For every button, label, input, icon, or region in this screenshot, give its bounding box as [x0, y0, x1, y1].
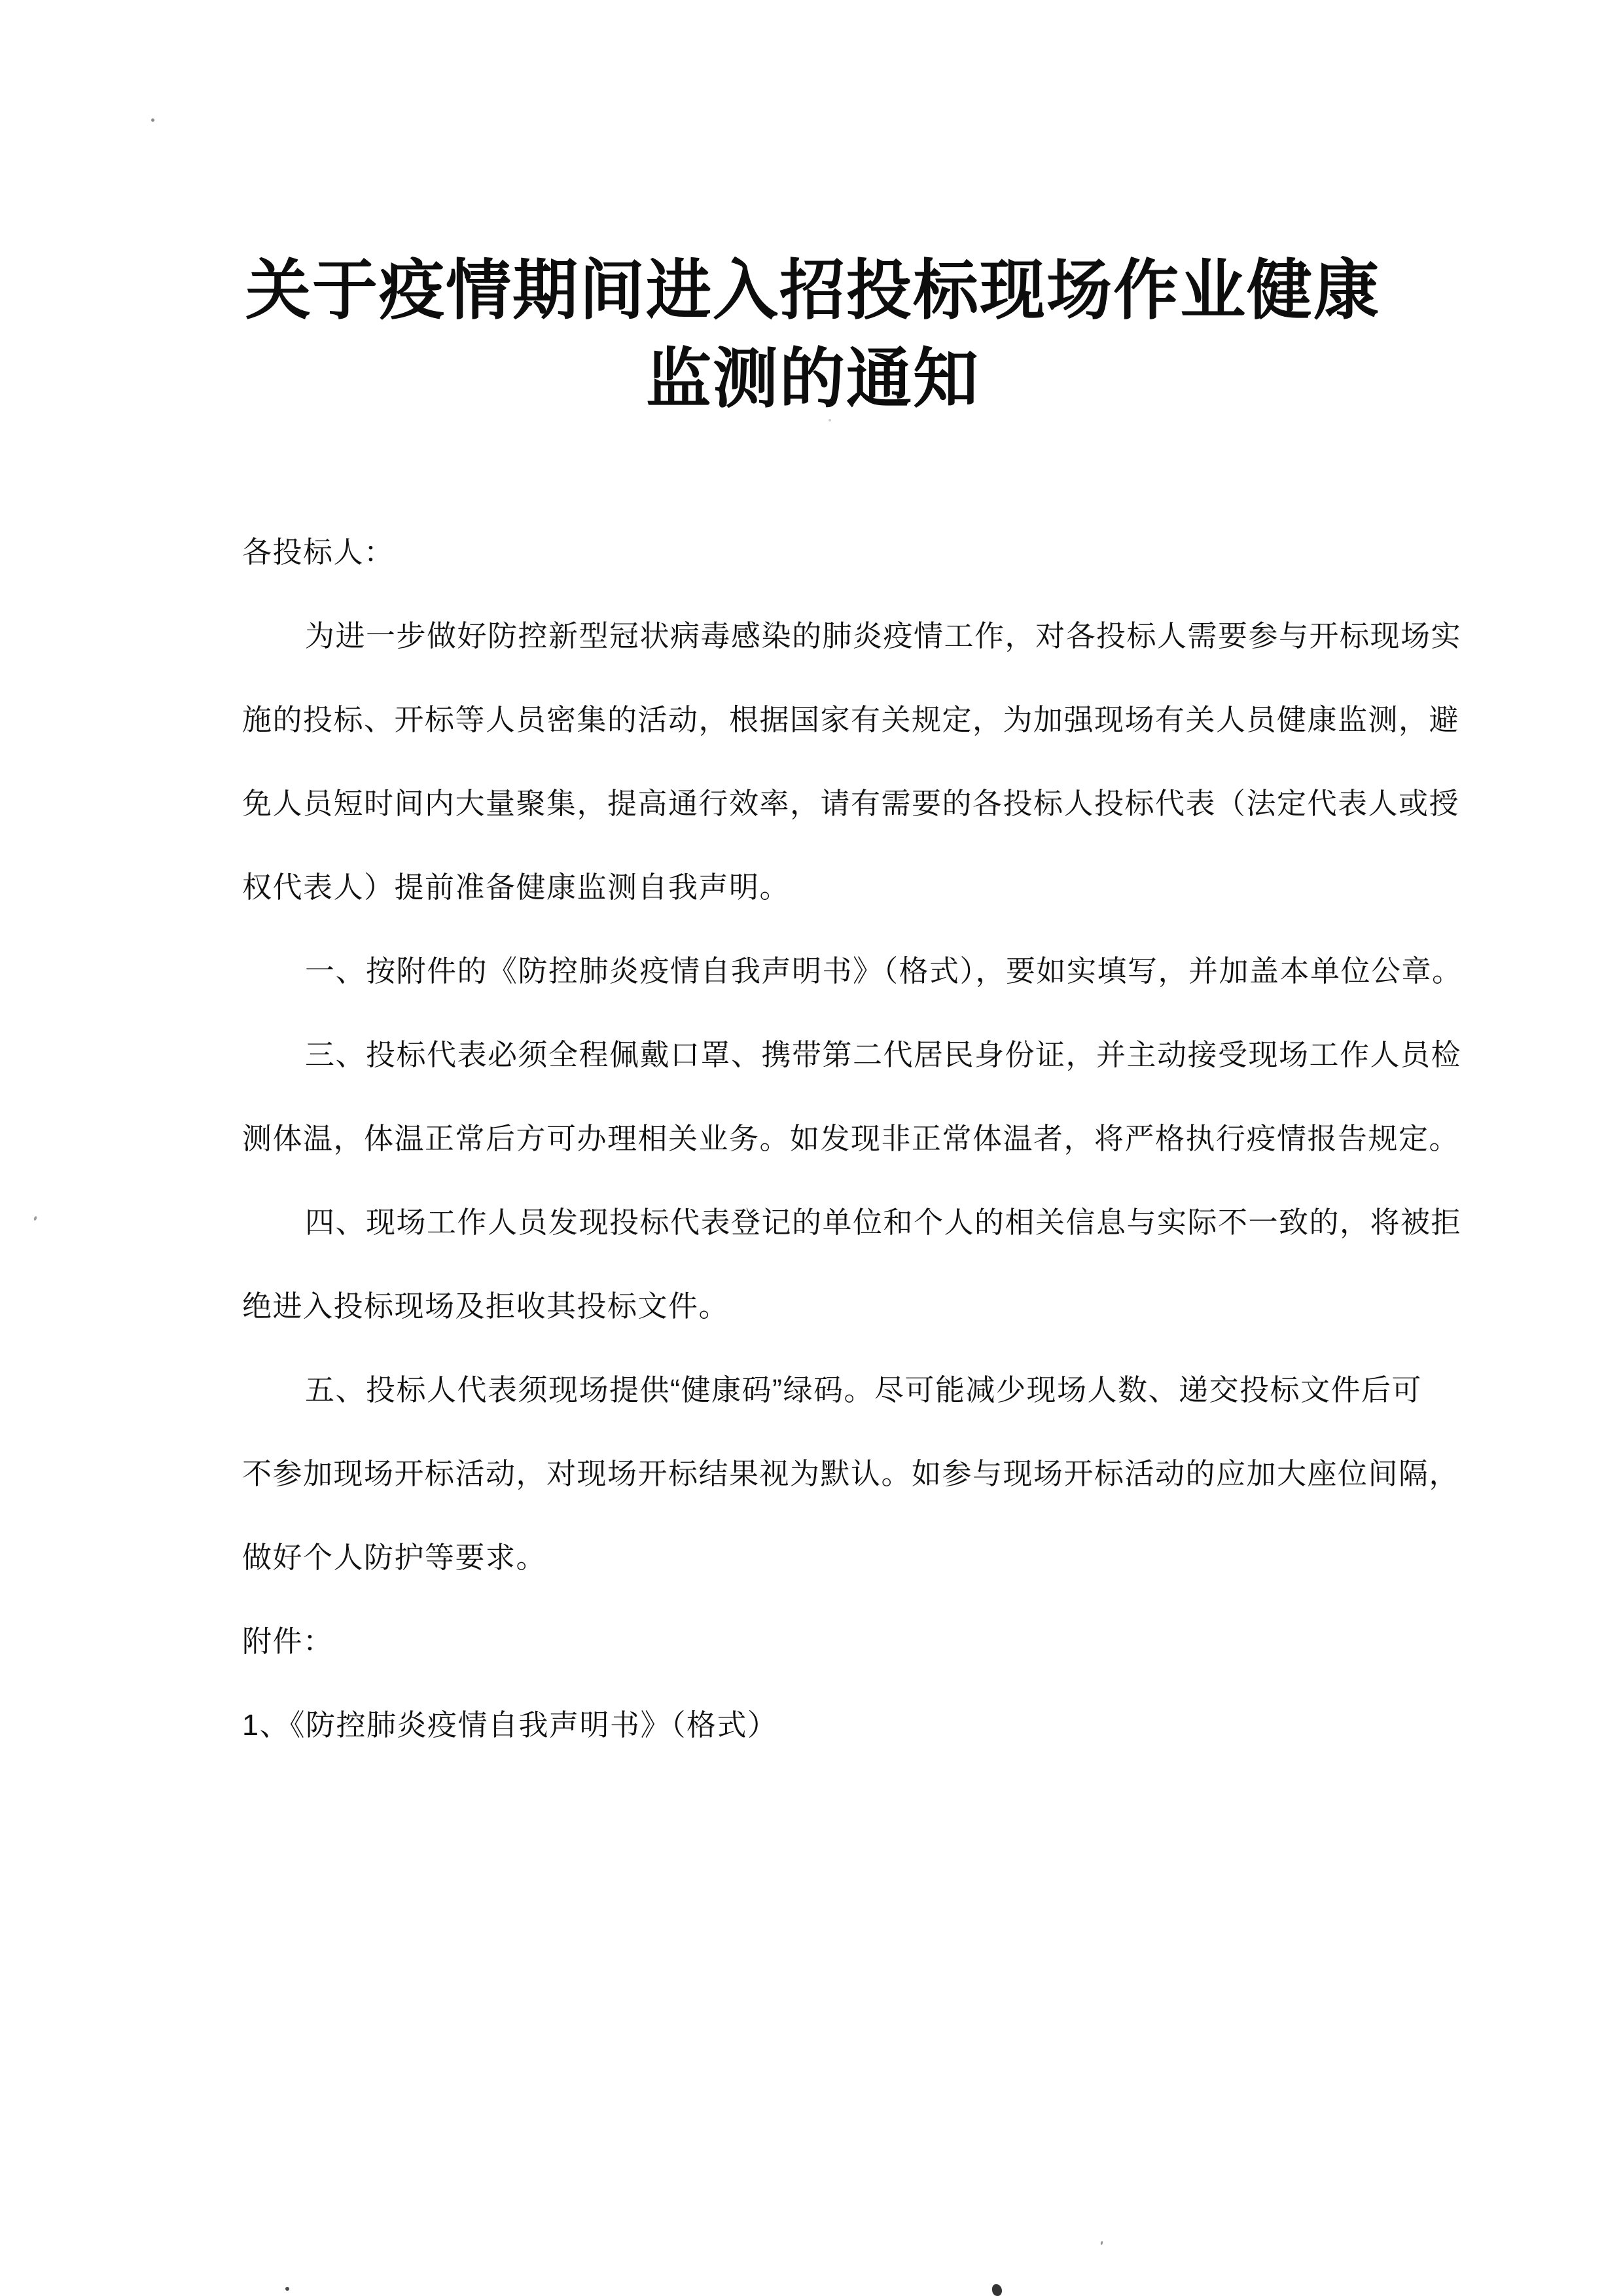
document-body: [242, 511, 1463, 1767]
text-line: 施的投标、开标等人员密集的活动，根据国家有关规定，为加强现场有关人员健康监测，避: [242, 703, 1460, 736]
text-line: 做好个人防护等要求。: [242, 1541, 547, 1574]
scan-speck: [829, 419, 831, 422]
text-line: 权代表人）提前准备健康监测自我声明。: [242, 870, 791, 904]
text-line: 三、投标代表必须全程佩戴口罩、携带第二代居民身份证，并主动接受现场工作人员检: [305, 1038, 1462, 1071]
document-title-line-1: 关于疫情期间进入招投标现场作业健康: [245, 251, 1380, 329]
scan-speck: [1100, 2241, 1103, 2246]
text-line: 测体温，体温正常后方可办理相关业务。如发现非正常体温者，将严格执行疫情报告规定。: [242, 1122, 1460, 1155]
scan-speck: [285, 2287, 289, 2291]
document-title-line-2: 监测的通知: [646, 340, 980, 417]
text-line: 免人员短时间内大量聚集，提高通行效率，请有需要的各投标人投标代表（法定代表人或授: [242, 787, 1460, 820]
text-line: 一、按附件的《防控肺炎疫情自我声明书》（格式），要如实填写，并加盖本单位公章。: [305, 954, 1463, 988]
scan-speck: [992, 2284, 1002, 2296]
text-line: 不参加现场开标活动，对现场开标结果视为默认。如参与现场开标活动的应加大座位间隔，: [242, 1457, 1460, 1490]
text-line: 五、投标人代表须现场提供“健康码”绿码。尽可能减少现场人数、递交投标文件后可: [305, 1373, 1422, 1407]
document-title: [241, 246, 1385, 423]
text-line: 四、现场工作人员发现投标代表登记的单位和个人的相关信息与实际不一致的，将被拒: [305, 1206, 1462, 1239]
scan-speck: [151, 118, 154, 122]
salutation: 各投标人：: [242, 535, 395, 569]
text-line: 绝进入投标现场及拒收其投标文件。: [242, 1289, 730, 1323]
text-line: 为进一步做好防控新型冠状病毒感染的肺炎疫情工作，对各投标人需要参与开标现场实: [305, 619, 1462, 653]
text-line: 附件：: [242, 1624, 334, 1658]
scan-speck: [33, 1216, 37, 1221]
text-line: 1、《防控肺炎疫情自我声明书》（格式）: [242, 1708, 778, 1742]
paragraph-lines: [242, 594, 1463, 1767]
